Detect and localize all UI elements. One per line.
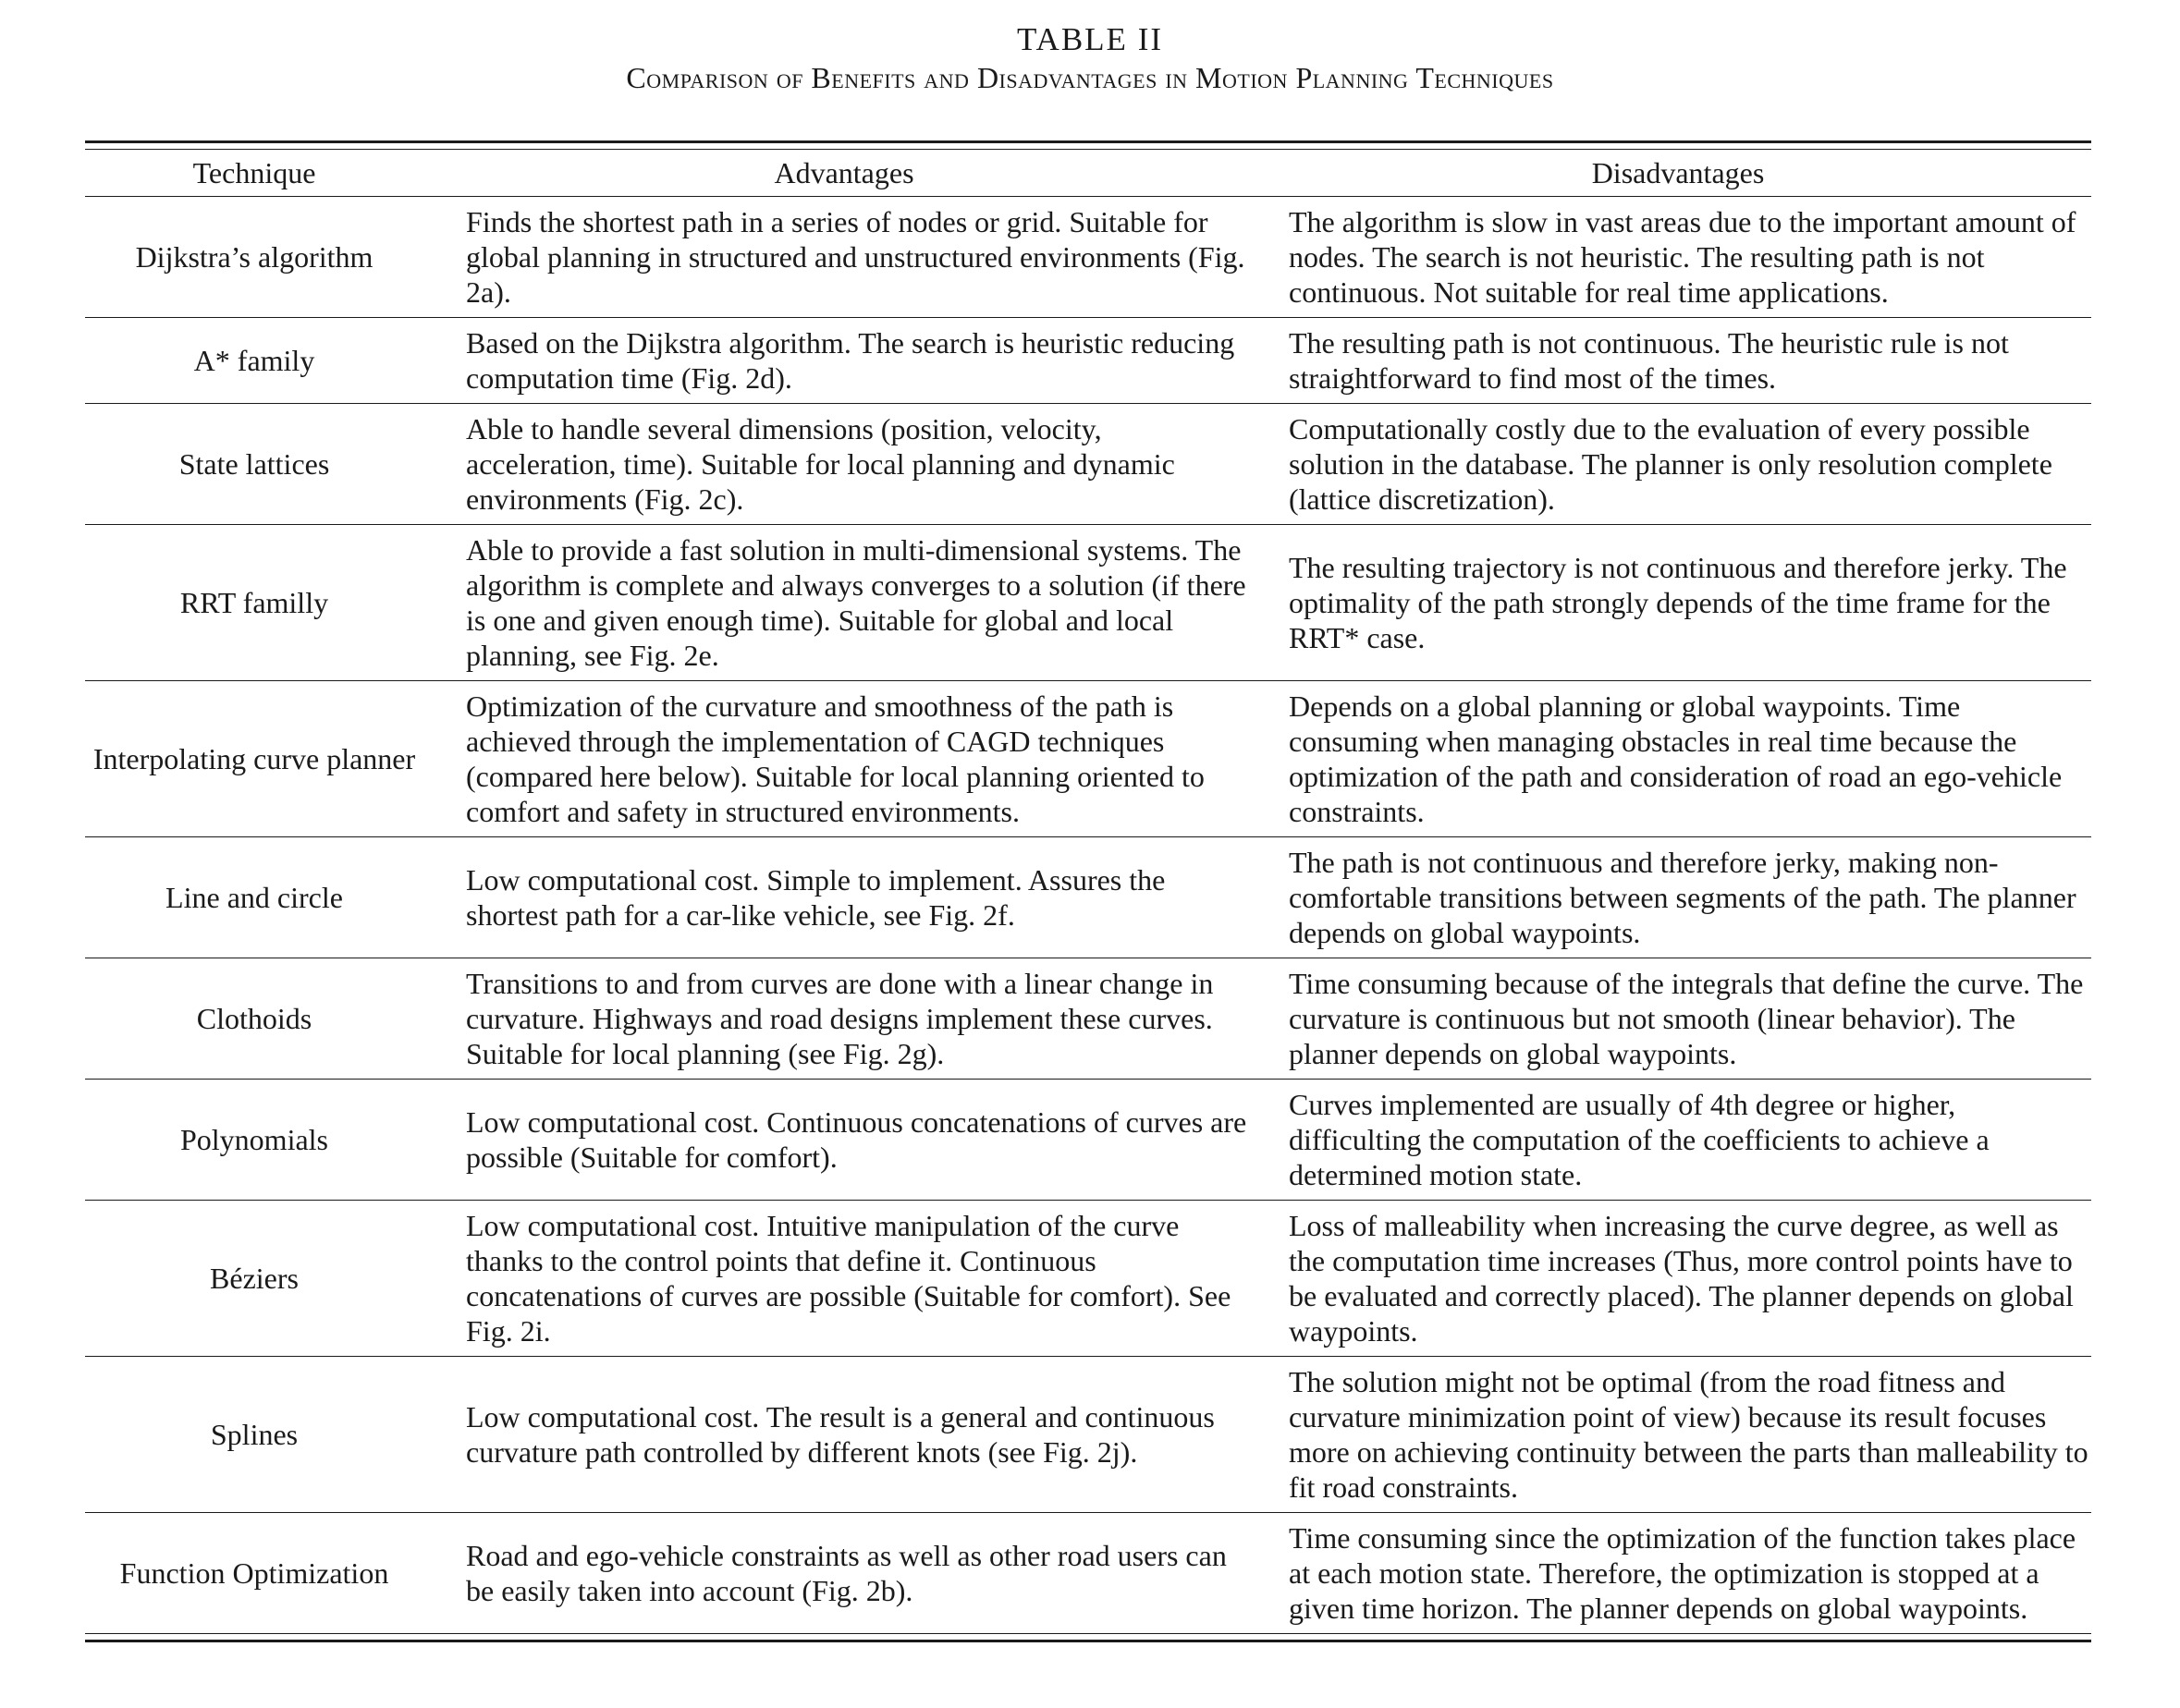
disadvantages-cell: The algorithm is slow in vast areas due to the important amount of nodes. The search is not heuristic. The resulting path is not continuous. Not suitable for real time applications. bbox=[1265, 197, 2091, 318]
advantages-cell: Transitions to and from curves are done with a linear change in curvature. Highways and road designs implement these curves. Suitable for local planning (see Fig. 2g). bbox=[423, 958, 1265, 1080]
advantages-cell: Low computational cost. Intuitive manipulation of the curve thanks to the control points that define it. Continuous concatenations of curves are possible (Suitable for comfort). See Fig. 2i. bbox=[423, 1201, 1265, 1357]
technique-cell: Line and circle bbox=[85, 837, 423, 958]
table-header bbox=[85, 150, 2091, 197]
technique-cell: Function Optimization bbox=[119, 1556, 389, 1590]
advantages-cell: Optimization of the curvature and smoothness of the path is achieved through the implementation of CAGD techniques (compared here below). Suitable for local planning oriented to comfort and safety in structured environments. bbox=[423, 681, 1265, 837]
header-advantages: Advantages bbox=[423, 150, 1265, 197]
table-row bbox=[85, 404, 2091, 525]
advantages-cell: Low computational cost. The result is a general and continuous curvature path controlled by different knots (see Fig. 2j). bbox=[423, 1357, 1265, 1513]
comparison-table-frame bbox=[85, 140, 2091, 1642]
table-label: TABLE II bbox=[1016, 21, 1164, 57]
advantages-cell: Based on the Dijkstra algorithm. The search is heuristic reducing computation time (Fig. 2d). bbox=[423, 318, 1265, 404]
table-row bbox=[85, 525, 2091, 681]
table-row bbox=[85, 1201, 2091, 1357]
disadvantages-cell: The path is not continuous and therefore jerky, making non-comfortable transitions between segments of the path. The planner depends on global waypoints. bbox=[1265, 837, 2091, 958]
table-row bbox=[85, 681, 2091, 837]
technique-cell: Clothoids bbox=[85, 958, 423, 1080]
technique-cell: State lattices bbox=[85, 404, 423, 525]
advantages-cell: Road and ego-vehicle constraints as well as other road users can be easily taken into account (Fig. 2b). bbox=[466, 1539, 1227, 1607]
disadvantages-cell: Time consuming because of the integrals that define the curve. The curvature is continuous but not smooth (linear behavior). The planner depends on global waypoints. bbox=[1265, 958, 2091, 1080]
table-row bbox=[85, 1080, 2091, 1201]
advantages-cell: Finds the shortest path in a series of nodes or grid. Suitable for global planning in structured and unstructured environments (Fig. 2a). bbox=[423, 197, 1265, 318]
disadvantages-cell: Curves implemented are usually of 4th degree or higher, difficulting the computation of the coefficients to achieve a determined motion state. bbox=[1265, 1080, 2091, 1201]
table-row bbox=[85, 1513, 2091, 1634]
table-body bbox=[85, 197, 2091, 1634]
disadvantages-cell: The solution might not be optimal (from the road fitness and curvature minimization point of view) because its result focuses more on achieving continuity between the parts than malleability to fit road constraints. bbox=[1265, 1357, 2091, 1513]
table-row bbox=[85, 318, 2091, 404]
table-row bbox=[85, 958, 2091, 1080]
advantages-cell: Able to provide a fast solution in multi-dimensional systems. The algorithm is complete and always converges to a solution (if there is one and given enough time). Suitable for global and local planning, see Fig. 2e. bbox=[423, 525, 1265, 681]
table-title: Comparison of Benefits and Disadvantages in Motion Planning Techniques bbox=[626, 61, 1554, 94]
comparison-table bbox=[85, 150, 2091, 1633]
disadvantages-cell: Time consuming since the optimization of the function takes place at each motion state. Therefore, the optimization is stopped at a given time horizon. The planner depends on global waypoints. bbox=[1289, 1521, 2076, 1625]
table-row bbox=[85, 837, 2091, 958]
disadvantages-cell: Loss of malleability when increasing the curve degree, as well as the computation time increases (Thus, more control points have to be evaluated and correctly placed). The planner depends on global waypoints. bbox=[1265, 1201, 2091, 1357]
advantages-cell: Low computational cost. Continuous concatenations of curves are possible (Suitable for comfort). bbox=[423, 1080, 1265, 1201]
disadvantages-cell: The resulting path is not continuous. The heuristic rule is not straightforward to find most of the times. bbox=[1265, 318, 2091, 404]
header-disadvantages: Disadvantages bbox=[1265, 150, 2091, 197]
disadvantages-cell: Computationally costly due to the evaluation of every possible solution in the database. The planner is only resolution complete (lattice discretization). bbox=[1265, 404, 2091, 525]
technique-cell: Splines bbox=[85, 1357, 423, 1513]
technique-cell: A* family bbox=[85, 318, 423, 404]
header-row bbox=[85, 150, 2091, 197]
table-row bbox=[85, 1357, 2091, 1513]
disadvantages-cell: The resulting trajectory is not continuous and therefore jerky. The optimality of the path strongly depends of the time frame for the RRT* case. bbox=[1265, 525, 2091, 681]
technique-cell: RRT familly bbox=[85, 525, 423, 681]
advantages-cell: Low computational cost. Simple to implement. Assures the shortest path for a car-like vehicle, see Fig. 2f. bbox=[423, 837, 1265, 958]
technique-cell: Dijkstra’s algorithm bbox=[85, 197, 423, 318]
header-technique: Technique bbox=[85, 150, 423, 197]
technique-cell: Polynomials bbox=[85, 1080, 423, 1201]
advantages-cell: Able to handle several dimensions (position, velocity, acceleration, time). Suitable for local planning and dynamic environments (Fig. 2c). bbox=[423, 404, 1265, 525]
disadvantages-cell: Depends on a global planning or global waypoints. Time consuming when managing obstacles in real time because the optimization of the path and consideration of road an ego-vehicle constraints. bbox=[1265, 681, 2091, 837]
technique-cell: Interpolating curve planner bbox=[85, 681, 423, 837]
technique-cell: Béziers bbox=[85, 1201, 423, 1357]
table-row bbox=[85, 197, 2091, 318]
